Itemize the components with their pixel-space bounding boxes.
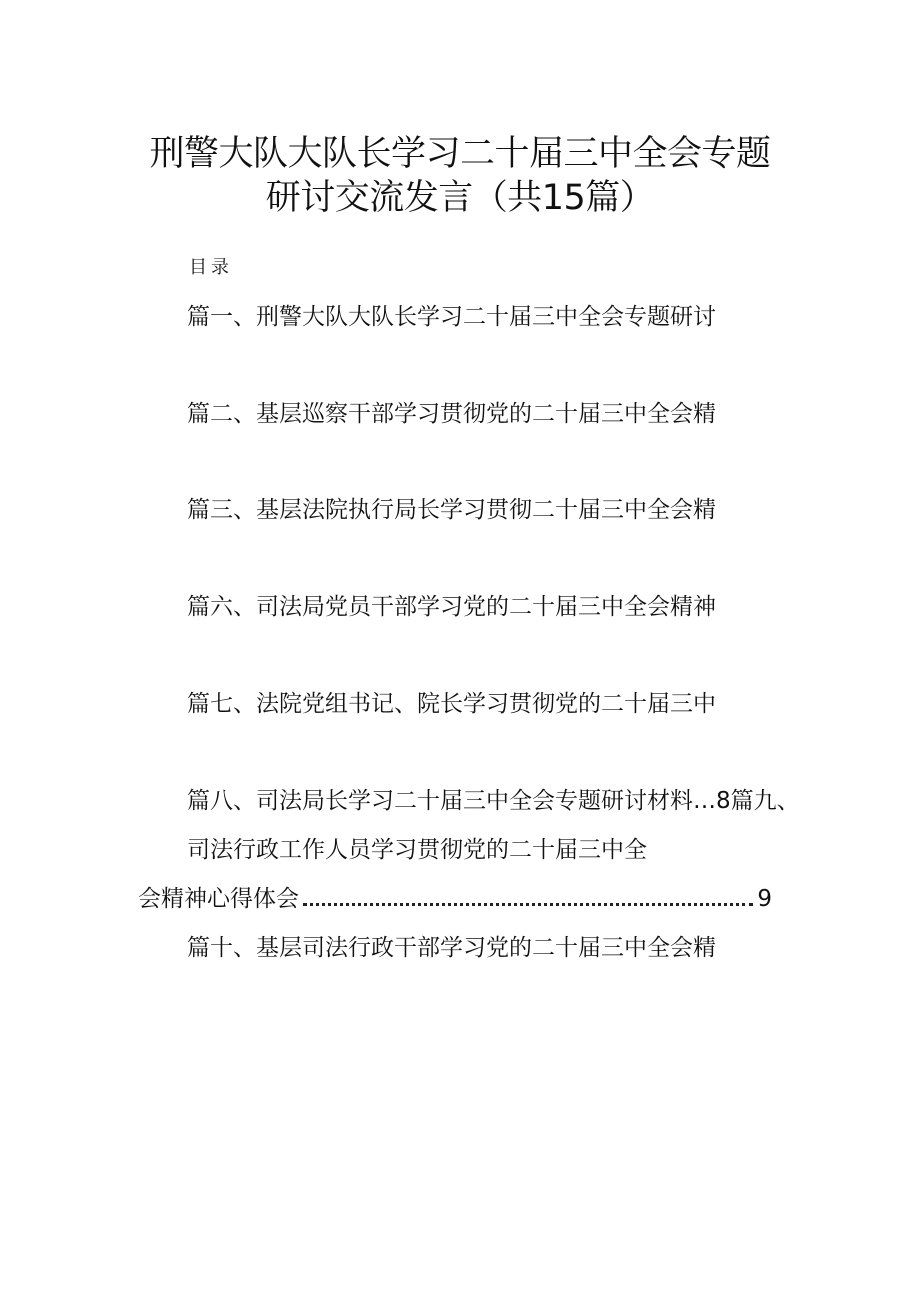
toc-item[interactable]: 篇七、法院党组书记、院长学习贯彻党的二十届三中 [187, 691, 716, 717]
dot-leader [303, 903, 753, 906]
toc-dotted-entry[interactable] [138, 884, 772, 914]
document-title-line-2: 研讨交流发言（共15篇） [265, 178, 655, 218]
document-title-line-1: 刑警大队大队长学习二十届三中全会专题 [149, 134, 771, 174]
toc-item[interactable]: 篇十、基层司法行政干部学习党的二十届三中全会精 [187, 935, 716, 961]
toc-item[interactable]: 篇一、刑警大队大队长学习二十届三中全会专题研讨 [187, 304, 716, 330]
toc-page-number: 9 [757, 886, 772, 912]
toc-item-continuation[interactable]: 司法行政工作人员学习贯彻党的二十届三中全 [187, 837, 647, 863]
toc-dotted-entry-text: 会精神心得体会 [138, 886, 299, 912]
toc-item[interactable]: 篇八、司法局长学习二十届三中全会专题研讨材料…8篇九、 [187, 788, 800, 814]
toc-item[interactable]: 篇三、基层法院执行局长学习贯彻二十届三中全会精 [187, 497, 716, 523]
toc-item[interactable]: 篇二、基层巡察干部学习贯彻党的二十届三中全会精 [187, 401, 716, 427]
toc-label: 目录 [189, 257, 233, 278]
toc-item[interactable]: 篇六、司法局党员干部学习党的二十届三中全会精神 [187, 594, 716, 620]
